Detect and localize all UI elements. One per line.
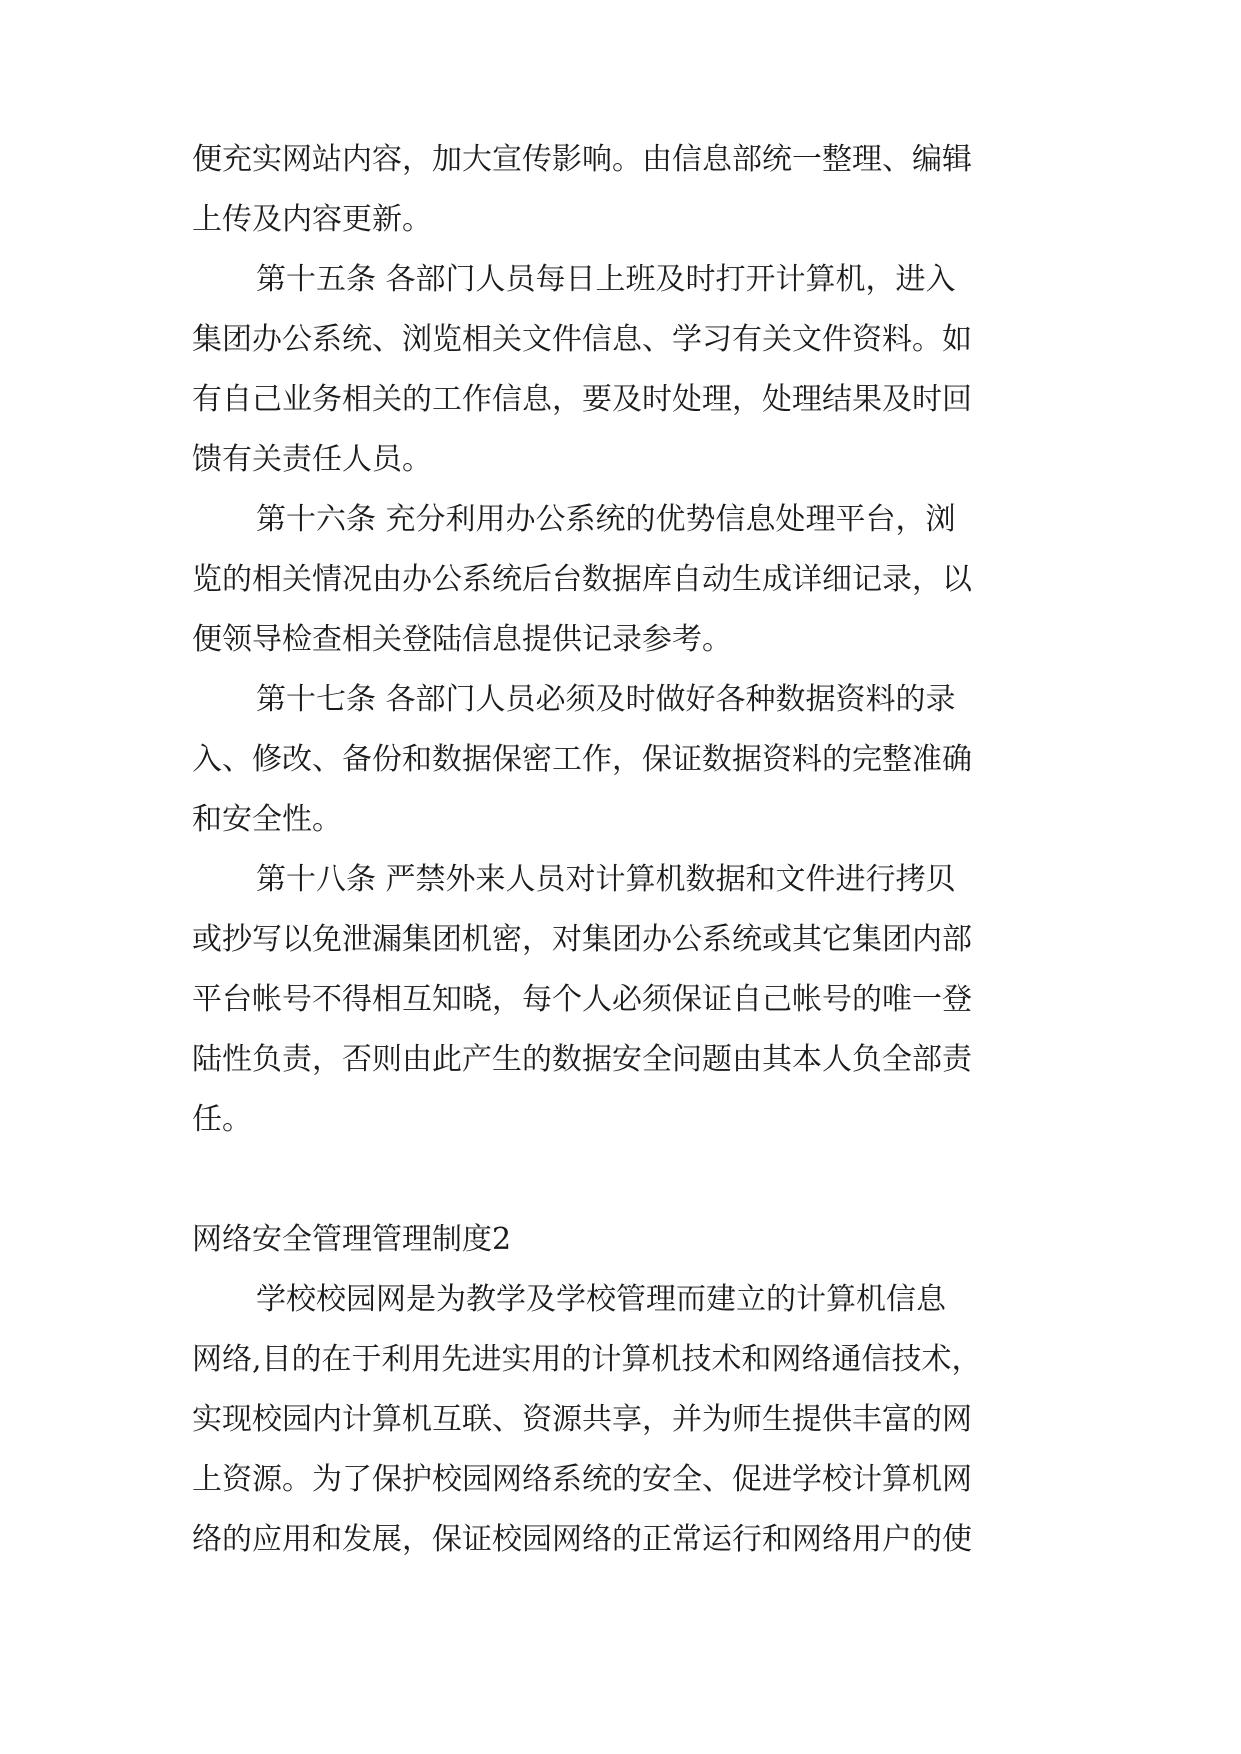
text-line: 任。	[192, 1102, 252, 1137]
text-line: 上资源。为了保护校园网络系统的安全、促进学校计算机网	[192, 1462, 972, 1497]
paragraph-first-line: 学校校园网是为教学及学校管理而建立的计算机信息	[256, 1282, 946, 1317]
text-line: 入、修改、备份和数据保密工作，保证数据资料的完整准确	[192, 742, 972, 777]
text-line: 或抄写以免泄漏集团机密，对集团办公系统或其它集团内部	[192, 922, 972, 957]
text-line: 平台帐号不得相互知晓，每个人必须保证自己帐号的唯一登	[192, 982, 972, 1017]
article-16-line: 第十六条 充分利用办公系统的优势信息处理平台，浏	[256, 502, 956, 537]
section-heading: 网络安全管理管理制度2	[192, 1222, 512, 1257]
text-line: 便领导检查相关登陆信息提供记录参考。	[192, 622, 732, 657]
text-line: 馈有关责任人员。	[192, 442, 432, 477]
text-line: 览的相关情况由办公系统后台数据库自动生成详细记录，以	[192, 562, 972, 597]
text-line: 和安全性。	[192, 802, 342, 837]
article-17-line: 第十七条 各部门人员必须及时做好各种数据资料的录	[256, 682, 956, 717]
text-line: 上传及内容更新。	[192, 202, 432, 237]
article-18-line: 第十八条 严禁外来人员对计算机数据和文件进行拷贝	[256, 862, 956, 897]
text-line: 便充实网站内容，加大宣传影响。由信息部统一整理、编辑	[192, 142, 972, 177]
text-line: 有自己业务相关的工作信息，要及时处理，处理结果及时回	[192, 382, 972, 417]
text-line: 络的应用和发展，保证校园网络的正常运行和网络用户的使	[192, 1522, 972, 1557]
text-line: 实现校园内计算机互联、资源共享，并为师生提供丰富的网	[192, 1402, 972, 1437]
text-line: 集团办公系统、浏览相关文件信息、学习有关文件资料。如	[192, 322, 972, 357]
text-line: 陆性负责，否则由此产生的数据安全问题由其本人负全部责	[192, 1042, 972, 1077]
article-15-line: 第十五条 各部门人员每日上班及时打开计算机，进入	[256, 262, 956, 297]
text-line: 网络,目的在于利用先进实用的计算机技术和网络通信技术，	[192, 1342, 982, 1377]
